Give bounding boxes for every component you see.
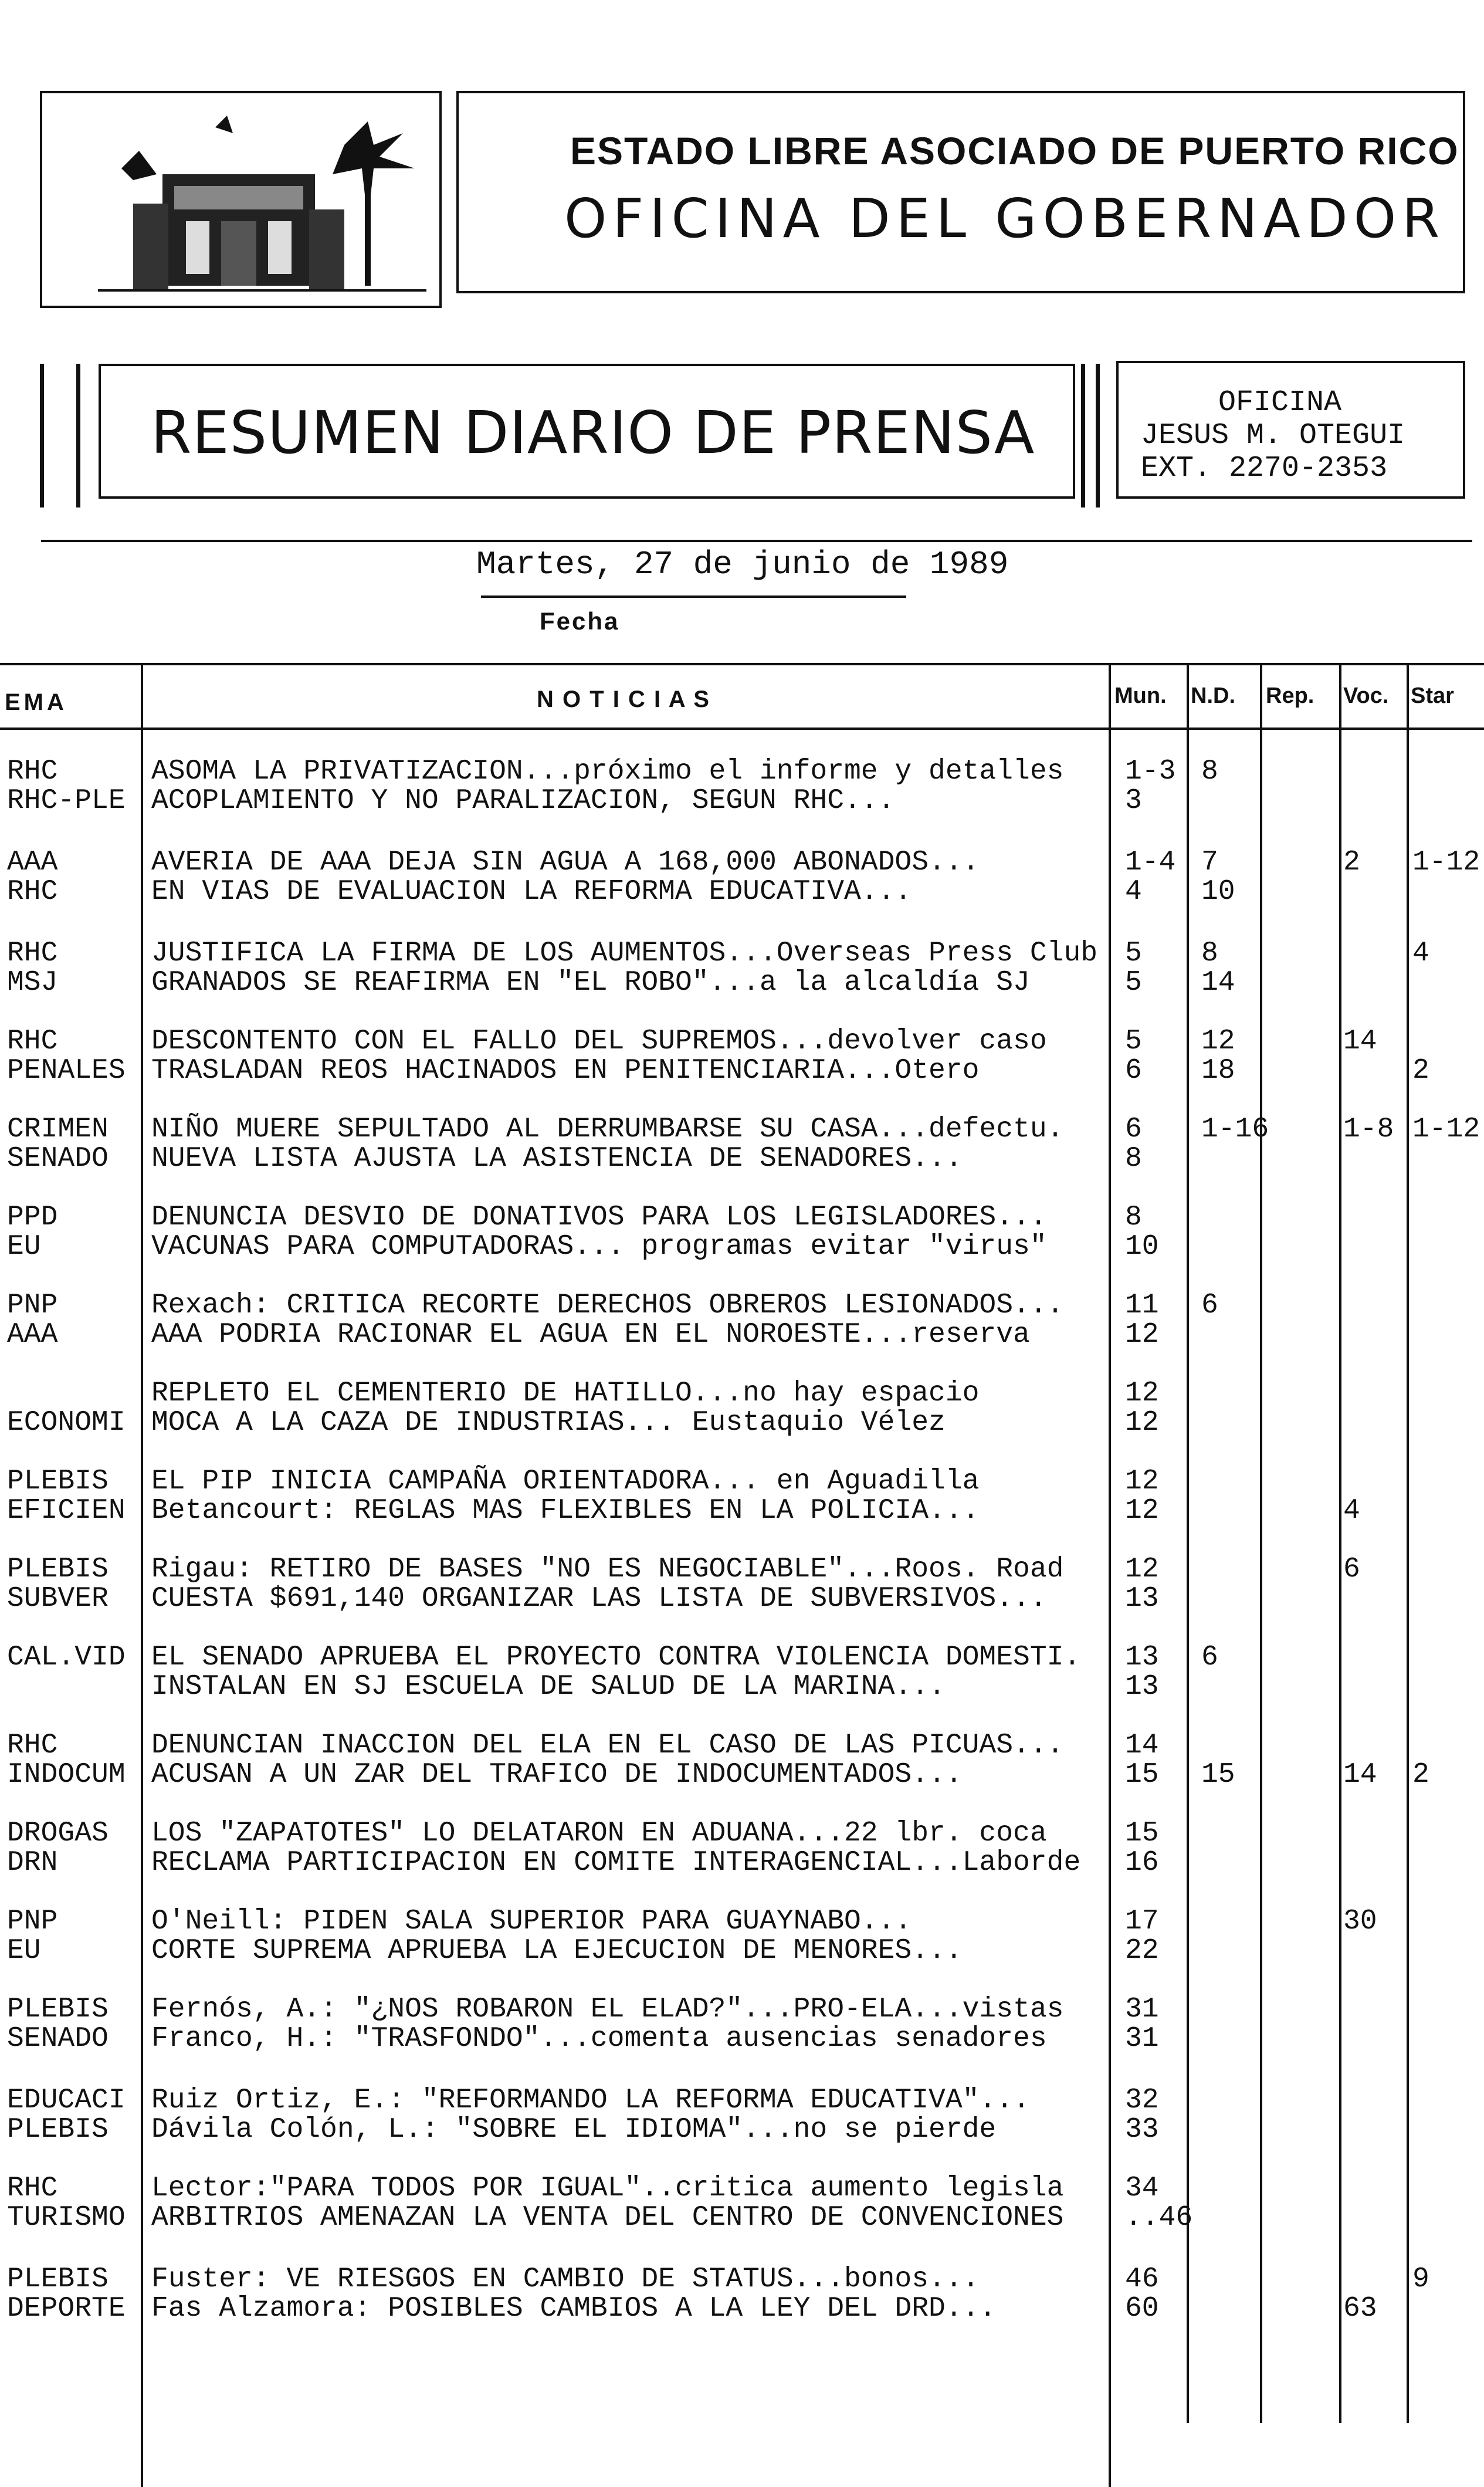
row-news-cell: LOS "ZAPATOTES" LO DELATARON EN ADUANA...22 lbr. coca bbox=[151, 1818, 1047, 1849]
column-header-tema: EMA bbox=[5, 689, 67, 715]
row-news-cell: CORTE SUPREMA APRUEBA LA EJECUCION DE MENORES... bbox=[151, 1935, 963, 1967]
row-tema-cell: PLEBIS bbox=[7, 1994, 109, 2025]
row-tema-cell: ECONOMI bbox=[7, 1407, 126, 1439]
row-mun-cell: 15 bbox=[1125, 1818, 1159, 1849]
rep-column-divider bbox=[1260, 663, 1262, 2423]
date-underline bbox=[481, 595, 906, 598]
row-mun-cell: 1-4 bbox=[1125, 847, 1176, 878]
row-mun-cell: 5 bbox=[1125, 938, 1142, 969]
column-header-mun: Mun. bbox=[1114, 683, 1167, 708]
row-tema-cell: PNP bbox=[7, 1290, 58, 1321]
star-column-divider bbox=[1407, 663, 1409, 2423]
row-mun-cell: 22 bbox=[1125, 1935, 1159, 1967]
row-tema-cell: PLEBIS bbox=[7, 2263, 109, 2295]
row-news-cell: INSTALAN EN SJ ESCUELA DE SALUD DE LA MARINA... bbox=[151, 1671, 946, 1703]
row-tema-cell: RHC bbox=[7, 756, 58, 787]
row-tema-cell: PPD bbox=[7, 1202, 58, 1233]
row-mun-cell: 5 bbox=[1125, 1026, 1142, 1057]
row-tema-cell: PLEBIS bbox=[7, 1554, 109, 1585]
row-news-cell: ACUSAN A UN ZAR DEL TRAFICO DE INDOCUMENTADOS... bbox=[151, 1759, 963, 1791]
row-mun-cell: 8 bbox=[1125, 1202, 1142, 1233]
row-tema-cell: PNP bbox=[7, 1906, 58, 1937]
office-contact-box bbox=[1116, 361, 1465, 499]
row-nd-cell: 8 bbox=[1201, 756, 1218, 787]
row-mun-cell: 6 bbox=[1125, 1055, 1142, 1087]
row-tema-cell: EU bbox=[7, 1935, 41, 1967]
row-tema-cell: RHC bbox=[7, 1026, 58, 1057]
row-mun-cell: 12 bbox=[1125, 1319, 1159, 1351]
row-mun-cell: 4 bbox=[1125, 876, 1142, 908]
row-mun-cell: 32 bbox=[1125, 2085, 1159, 2116]
row-mun-cell: 17 bbox=[1125, 1906, 1159, 1937]
row-tema-cell: AAA bbox=[7, 847, 58, 878]
row-mun-cell: 31 bbox=[1125, 2023, 1159, 2055]
row-tema-cell: SENADO bbox=[7, 2023, 109, 2055]
banner-right-bar-inner bbox=[1081, 364, 1085, 507]
office-line-2: JESUS M. OTEGUI bbox=[1141, 419, 1405, 452]
row-tema-cell: SUBVER bbox=[7, 1583, 109, 1615]
row-voc-cell: 1-8 bbox=[1343, 1114, 1394, 1145]
row-tema-cell: RHC-PLE bbox=[7, 785, 126, 817]
row-news-cell: Fas Alzamora: POSIBLES CAMBIOS A LA LEY DEL DRD... bbox=[151, 2293, 997, 2324]
row-news-cell: NIÑO MUERE SEPULTADO AL DERRUMBARSE SU CASA...defectu. bbox=[151, 1114, 1064, 1145]
row-tema-cell: PENALES bbox=[7, 1055, 126, 1087]
row-mun-cell: 11 bbox=[1125, 1290, 1159, 1321]
row-tema-cell: AAA bbox=[7, 1319, 58, 1351]
row-star-cell: 9 bbox=[1412, 2263, 1429, 2295]
nd-column-divider bbox=[1187, 663, 1189, 2423]
row-tema-cell: DROGAS bbox=[7, 1818, 109, 1849]
photo-box bbox=[40, 91, 442, 308]
row-news-cell: CUESTA $691,140 ORGANIZAR LAS LISTA DE SUBVERSIVOS... bbox=[151, 1583, 1047, 1615]
row-tema-cell: EDUCACI bbox=[7, 2085, 126, 2116]
row-nd-cell: 15 bbox=[1201, 1759, 1235, 1791]
row-news-cell: GRANADOS SE REAFIRMA EN "EL ROBO"...a la alcaldía SJ bbox=[151, 967, 1030, 999]
row-news-cell: DENUNCIA DESVIO DE DONATIVOS PARA LOS LEGISLADORES... bbox=[151, 1202, 1047, 1233]
tema-column-divider bbox=[141, 663, 143, 2487]
row-nd-cell: 12 bbox=[1201, 1026, 1235, 1057]
title-box bbox=[456, 91, 1465, 293]
row-mun-cell: 12 bbox=[1125, 1554, 1159, 1585]
row-mun-cell: 34 bbox=[1125, 2173, 1159, 2204]
banner-left-bar-inner bbox=[76, 364, 80, 507]
row-mun-cell: 12 bbox=[1125, 1407, 1159, 1439]
row-tema-cell: INDOCUM bbox=[7, 1759, 126, 1791]
header-title: OFICINA DEL GOBERNADOR bbox=[564, 187, 1446, 250]
office-line-3: EXT. 2270-2353 bbox=[1141, 452, 1388, 485]
row-news-cell: O'Neill: PIDEN SALA SUPERIOR PARA GUAYNABO... bbox=[151, 1906, 912, 1937]
row-voc-cell: 6 bbox=[1343, 1554, 1360, 1585]
row-mun-cell: 60 bbox=[1125, 2293, 1159, 2324]
row-news-cell: EL PIP INICIA CAMPAÑA ORIENTADORA... en Aguadilla bbox=[151, 1466, 980, 1497]
banner-right-bar-outer bbox=[1096, 364, 1100, 507]
row-nd-cell: 6 bbox=[1201, 1642, 1218, 1673]
row-nd-cell: 1-16 bbox=[1201, 1114, 1269, 1145]
row-mun-cell: 12 bbox=[1125, 1378, 1159, 1409]
row-voc-cell: 14 bbox=[1343, 1759, 1377, 1791]
row-tema-cell: CAL.VID bbox=[7, 1642, 126, 1673]
date-value: Martes, 27 de junio de 1989 bbox=[476, 546, 1009, 583]
row-news-cell: DENUNCIAN INACCION DEL ELA EN EL CASO DE LAS PICUAS... bbox=[151, 1730, 1064, 1761]
header-divider bbox=[41, 540, 1472, 542]
row-news-cell: Fuster: VE RIESGOS EN CAMBIO DE STATUS...bonos... bbox=[151, 2263, 980, 2295]
row-tema-cell: TURISMO bbox=[7, 2202, 126, 2234]
column-header-noticias: N O T I C I A S bbox=[537, 686, 710, 712]
row-tema-cell: DRN bbox=[7, 1847, 58, 1879]
row-mun-cell: 5 bbox=[1125, 967, 1142, 999]
row-nd-cell: 8 bbox=[1201, 938, 1218, 969]
column-header-rep: Rep. bbox=[1266, 683, 1314, 708]
row-tema-cell: CRIMEN bbox=[7, 1114, 109, 1145]
row-news-cell: EL SENADO APRUEBA EL PROYECTO CONTRA VIOLENCIA DOMESTI. bbox=[151, 1642, 1081, 1673]
row-news-cell: Rexach: CRITICA RECORTE DERECHOS OBREROS LESIONADOS... bbox=[151, 1290, 1064, 1321]
banner-title-box bbox=[99, 364, 1075, 499]
row-star-cell: 2 bbox=[1412, 1055, 1429, 1087]
row-voc-cell: 14 bbox=[1343, 1026, 1377, 1057]
row-news-cell: ARBITRIOS AMENAZAN LA VENTA DEL CENTRO DE CONVENCIONES bbox=[151, 2202, 1064, 2234]
row-tema-cell: RHC bbox=[7, 2173, 58, 2204]
row-tema-cell: DEPORTE bbox=[7, 2293, 126, 2324]
row-star-cell: 2 bbox=[1412, 1759, 1429, 1791]
row-news-cell: AAA PODRIA RACIONAR EL AGUA EN EL NOROESTE...reserva bbox=[151, 1319, 1030, 1351]
row-tema-cell: SENADO bbox=[7, 1143, 109, 1175]
row-news-cell: Betancourt: REGLAS MAS FLEXIBLES EN LA POLICIA... bbox=[151, 1495, 980, 1527]
row-news-cell: Franco, H.: "TRASFONDO"...comenta ausencias senadores bbox=[151, 2023, 1047, 2055]
row-news-cell: Dávila Colón, L.: "SOBRE EL IDIOMA"...no se pierde bbox=[151, 2114, 997, 2146]
row-voc-cell: 4 bbox=[1343, 1495, 1360, 1527]
banner-title: RESUMEN DIARIO DE PRENSA bbox=[151, 398, 1035, 467]
row-nd-cell: 7 bbox=[1201, 847, 1218, 878]
row-tema-cell: EFICIEN bbox=[7, 1495, 126, 1527]
column-header-voc: Voc. bbox=[1343, 683, 1389, 708]
row-tema-cell: PLEBIS bbox=[7, 2114, 109, 2146]
row-tema-cell: RHC bbox=[7, 1730, 58, 1761]
row-mun-cell: 12 bbox=[1125, 1466, 1159, 1497]
row-news-cell: DESCONTENTO CON EL FALLO DEL SUPREMOS...devolver caso bbox=[151, 1026, 1047, 1057]
row-news-cell: Rigau: RETIRO DE BASES "NO ES NEGOCIABLE"...Roos. Road bbox=[151, 1554, 1064, 1585]
row-news-cell: Fernós, A.: "¿NOS ROBARON EL ELAD?"...PRO-ELA...vistas bbox=[151, 1994, 1064, 2025]
row-nd-cell: 18 bbox=[1201, 1055, 1235, 1087]
mun-column-divider bbox=[1109, 663, 1111, 2487]
row-mun-cell: 15 bbox=[1125, 1759, 1159, 1791]
column-header-star: Star bbox=[1411, 683, 1454, 708]
row-news-cell: ACOPLAMIENTO Y NO PARALIZACION, SEGUN RHC... bbox=[151, 785, 895, 817]
row-news-cell: Ruiz Ortiz, E.: "REFORMANDO LA REFORMA EDUCATIVA"... bbox=[151, 2085, 1030, 2116]
row-mun-cell: 13 bbox=[1125, 1671, 1159, 1703]
column-header-nd: N.D. bbox=[1191, 683, 1235, 708]
la-fortaleza-photo-icon bbox=[98, 104, 426, 295]
row-news-cell: RECLAMA PARTICIPACION EN COMITE INTERAGENCIAL...Laborde bbox=[151, 1847, 1081, 1879]
row-mun-cell: 8 bbox=[1125, 1143, 1142, 1175]
row-mun-cell: 33 bbox=[1125, 2114, 1159, 2146]
row-star-cell: 1-12 bbox=[1412, 847, 1480, 878]
date-label: Fecha bbox=[540, 607, 620, 635]
row-news-cell: Lector:"PARA TODOS POR IGUAL"..critica aumento legisla bbox=[151, 2173, 1064, 2204]
row-voc-cell: 30 bbox=[1343, 1906, 1377, 1937]
row-tema-cell: PLEBIS bbox=[7, 1466, 109, 1497]
row-news-cell: AVERIA DE AAA DEJA SIN AGUA A 168,000 ABONADOS... bbox=[151, 847, 980, 878]
row-tema-cell: EU bbox=[7, 1231, 41, 1263]
row-tema-cell: MSJ bbox=[7, 967, 58, 999]
row-news-cell: EN VIAS DE EVALUACION LA REFORMA EDUCATIVA... bbox=[151, 876, 912, 908]
row-mun-cell: ..46 bbox=[1125, 2202, 1193, 2234]
row-tema-cell: RHC bbox=[7, 876, 58, 908]
row-tema-cell: RHC bbox=[7, 938, 58, 969]
banner-left-bar-outer bbox=[40, 364, 44, 507]
office-line-1: OFICINA bbox=[1218, 386, 1342, 419]
row-mun-cell: 3 bbox=[1125, 785, 1142, 817]
row-star-cell: 1-12 bbox=[1412, 1114, 1480, 1145]
row-mun-cell: 14 bbox=[1125, 1730, 1159, 1761]
row-mun-cell: 31 bbox=[1125, 1994, 1159, 2025]
header-subtitle: ESTADO LIBRE ASOCIADO DE PUERTO RICO bbox=[570, 129, 1459, 172]
row-nd-cell: 6 bbox=[1201, 1290, 1218, 1321]
row-news-cell: TRASLADAN REOS HACINADOS EN PENITENCIARIA...Otero bbox=[151, 1055, 980, 1087]
row-nd-cell: 10 bbox=[1201, 876, 1235, 908]
row-mun-cell: 12 bbox=[1125, 1495, 1159, 1527]
row-nd-cell: 14 bbox=[1201, 967, 1235, 999]
row-mun-cell: 13 bbox=[1125, 1583, 1159, 1615]
row-news-cell: MOCA A LA CAZA DE INDUSTRIAS... Eustaquio Vélez bbox=[151, 1407, 946, 1439]
row-star-cell: 4 bbox=[1412, 938, 1429, 969]
row-news-cell: ASOMA LA PRIVATIZACION...próximo el informe y detalles bbox=[151, 756, 1064, 787]
row-mun-cell: 6 bbox=[1125, 1114, 1142, 1145]
row-mun-cell: 10 bbox=[1125, 1231, 1159, 1263]
voc-column-divider bbox=[1339, 663, 1341, 2423]
row-mun-cell: 13 bbox=[1125, 1642, 1159, 1673]
row-mun-cell: 1-3 bbox=[1125, 756, 1176, 787]
row-voc-cell: 63 bbox=[1343, 2293, 1377, 2324]
row-news-cell: JUSTIFICA LA FIRMA DE LOS AUMENTOS...Overseas Press Club bbox=[151, 938, 1098, 969]
row-news-cell: REPLETO EL CEMENTERIO DE HATILLO...no hay espacio bbox=[151, 1378, 980, 1409]
row-news-cell: VACUNAS PARA COMPUTADORAS... programas evitar "virus" bbox=[151, 1231, 1047, 1263]
row-news-cell: NUEVA LISTA AJUSTA LA ASISTENCIA DE SENADORES... bbox=[151, 1143, 963, 1175]
row-mun-cell: 46 bbox=[1125, 2263, 1159, 2295]
row-mun-cell: 16 bbox=[1125, 1847, 1159, 1879]
row-voc-cell: 2 bbox=[1343, 847, 1360, 878]
